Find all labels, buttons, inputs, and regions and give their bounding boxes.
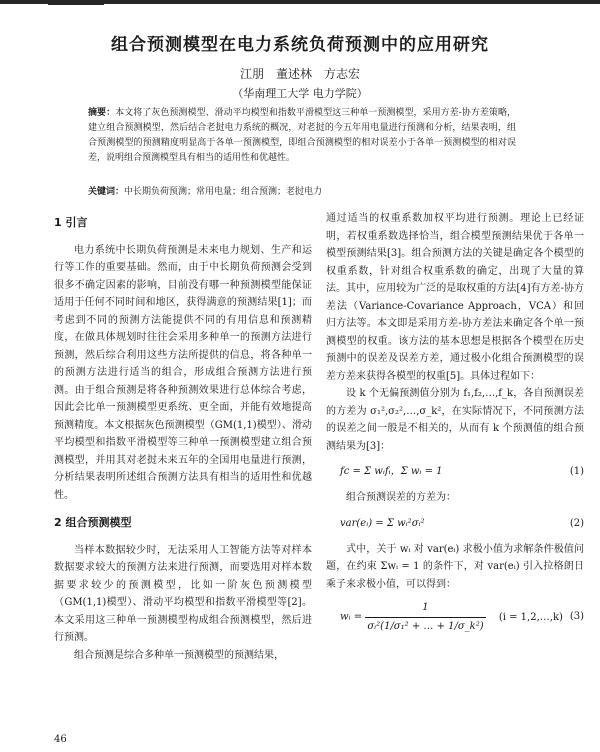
right-column [326,210,584,641]
equation-3-condition: (i = 1,2,…,k) [498,611,563,623]
keywords-label: 关键词： [88,187,125,197]
equation-1-number: (1) [569,466,584,478]
equation-2-number: (2) [569,517,584,529]
abstract [88,106,516,166]
right-paragraph-2: 设 k 个无偏预测值分别为 f₁,f₂,…,f_k，各自预测误差的方差为 σ₁²,σ₂²,…,σ_k²，在实际情况下，不同预测方法的误差之间一般是不相关的，从而有 k 个预测值的组合预测结果为[3]： [326,388,584,452]
keywords-text: 中长期负荷预测；常用电量；组合预测；老挝电力 [124,187,323,197]
abstract-text: 本文将了灰色预测模型、滑动平均模型和指数平滑模型这三种单一预测模型，采用方差-协方差策略，建立组合预测模型，然后结合老挝电力系统的概况，对老挝的今五年用电量进行预测和分析，结果表明，组合预测模型的预测精度明显高于各单一预测模型，即组合预测模型的相对误差小于各单一预测模型的相对误差，说明组合预测模型具有相当的适用性和优越性。 [88,108,516,163]
section-1-paragraph: 电力系统中长期负荷预测是未来电力规划、生产和运行等工作的重要基础。然而，由于中长期负荷预测会受到很多不确定因素的影响，目前没有哪一种预测模型能保证适用于任何不同时间和地区，获得满意的预测结果[1]；而考虑到不同的预测方法能提供不同的有用信息和预测精度，在做具体规划时往往会采用多种单一的预测方法进行预测，然后综合利用这些方法所提供的信息，将各种单一的预测方法进行适当的组合，形成组合预测方法进行预测。由于组合预测是将各种预测效果进行总体综合考虑，因此会比单一预测模型更系统、更全面，并能有效地提高预测精度。本文根据灰色预测模型（GM(1,1)模型）、滑动平均模型和指数平滑模型等三种单一预测模型建立组合预测模型，并用其对老挝未来五年的全国用电量进行预测，分析结果表明所述组合预测方法具有相当的适用性和优越性。 [54,244,312,501]
equation-3-denominator: σᵢ²(1/σ₁² + … + 1/σ_k²) [367,620,484,632]
keywords [88,184,516,197]
equation-1 [326,457,584,487]
section-2-paragraph-1: 当样本数据较少时，无法采用人工智能方法等对样本数据要求较大的预测方法来进行预测，而要选用对样本数据要求较少的预测模型，比如一阶灰色预测模型（GM(1,1)模型）、滑动平均模型和指数平滑模型等[2]。本文采用这三种单一预测模型构成组合预测模型，然后进行预测。 [54,544,312,643]
equation-3-numerator: 1 [365,599,485,618]
section-2-heading: 2 组合预测模型 [54,516,132,529]
section-1-heading: 1 引言 [54,216,88,229]
header-tab [48,0,104,5]
equation-3-number: (3) [569,611,584,623]
equation-3-lhs: wᵢ = [340,611,363,623]
right-paragraph-3: 式中，关于 wᵢ 对 var(eᵢ) 求极小值为求解条件极值问题，在约束 Σwᵢ = 1 的条件下，对 var(eᵢ) 引入拉格朗日乘子来求极小值，可以得到： [326,543,584,590]
affiliation: （华南理工大学 电力学院） [232,87,368,100]
page-title: 组合预测模型在电力系统负荷预测中的应用研究 [111,35,489,55]
equation-3-body [326,599,563,635]
page-number: 46 [54,734,67,745]
authors: 江朋 董述林 方志宏 [239,67,360,81]
equation-3 [326,595,584,639]
abstract-label: 摘要： [88,108,116,118]
section-2-paragraph-2: 组合预测是综合多种单一预测模型的预测结果， [74,649,284,661]
equation-1-body: fc = Σ wᵢfᵢ，Σ wᵢ = 1 [340,466,443,478]
equation-2-body: var(eᵢ) = Σ wᵢ²σᵢ² [340,517,425,529]
equation-2 [326,509,584,539]
left-column [54,214,312,664]
equation-2-label: 组合预测误差的方差为： [346,492,456,503]
right-paragraph-1: 通过适当的权重系数加权平均进行预测。理论上已经证明，若权重系数选择恰当，组合模型预测结果优于各单一模型预测结果[3]。组合预测方法的关键是确定各个模型的权重系数，针对组合权重系数的确定，出现了大量的算法。其中，应用较为广泛的是取权重的方法[4]有方差-协方差法（Variance-Covariance Approach，VCA）和回归方法等。本文即是采用方差-协方差法来确定各个单一预测模型的权重。该方法的基本思想是根据各个模型在历史预测中的误差及误差方差，通过极小化组合预测模型的误差方差来获得各模型的权重[5]。具体过程如下： [326,213,584,382]
equation-3-fraction [365,599,485,635]
